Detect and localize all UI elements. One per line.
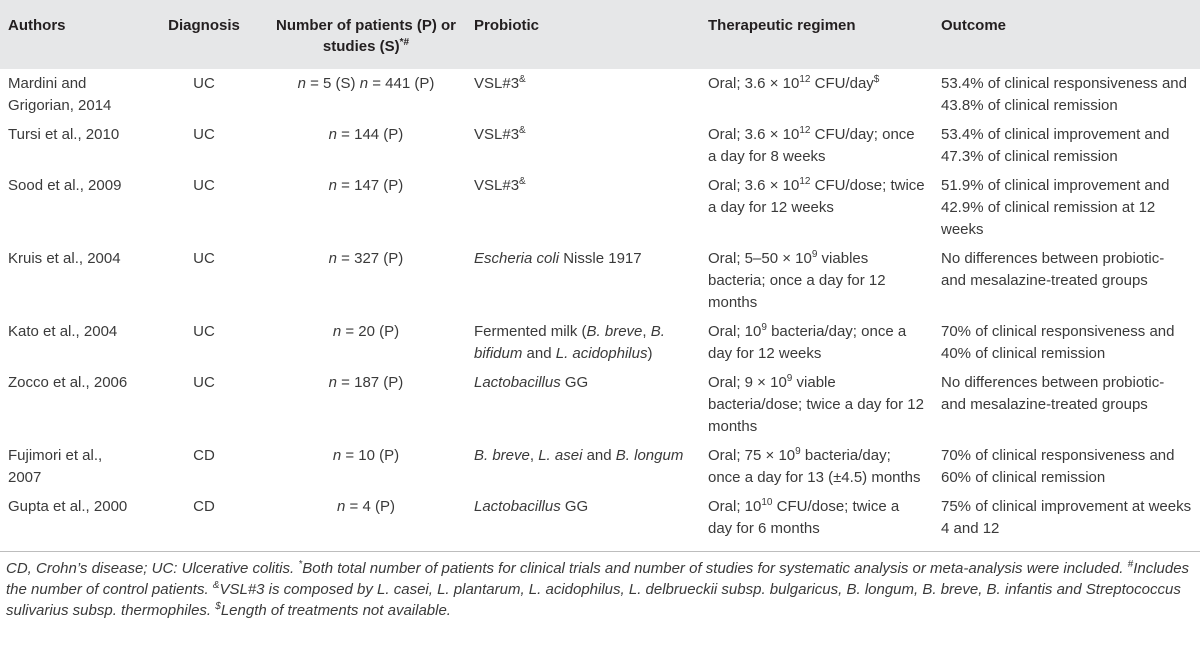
n-value: = 5 (S) (305, 75, 360, 92)
footnote-mark: & (212, 580, 220, 591)
cell-authors: Tursi et al., 2010 (8, 126, 120, 143)
cell-regimen (700, 317, 933, 368)
probiotic-species: B. bifidum (474, 323, 665, 362)
n-value: = 144 (P) (337, 126, 404, 143)
cell-number (266, 171, 466, 244)
n-value: = 10 (P) (341, 447, 400, 464)
regimen-exponent: 12 (799, 125, 811, 136)
cell-number (266, 120, 466, 171)
cell-regimen (700, 492, 933, 543)
n-value: = 327 (P) (337, 250, 404, 267)
footnote-text: Both total number of patients for clinical trials and number of studies for systematic analysis or meta-analysis were included. (302, 560, 1128, 577)
cell-diagnosis: UC (193, 75, 215, 92)
regimen-text: Oral; 10 (708, 498, 762, 515)
regimen-exponent: 9 (761, 322, 767, 333)
table-header (0, 0, 1200, 69)
probiotic-text: VSL#3 (474, 75, 520, 92)
table-row (0, 244, 1200, 317)
probiotic-species: B. longum (615, 447, 684, 464)
cell-probiotic (466, 492, 700, 543)
footnote-text: VSL#3 is composed by L. casei, L. plantarum, L. acidophilus, L. delbrueckii subsp. bulgaricus, B. longum, B. breve, B. infantis and Streptococcus sulivarius subsp. thermophiles. (6, 581, 1181, 619)
n-symbol: n (328, 250, 338, 267)
probiotic-text: Nissle 1917 (559, 250, 642, 267)
regimen-text: Oral; 9 × 10 (708, 374, 787, 391)
n-value: = 20 (P) (341, 323, 400, 340)
n-symbol: n (328, 374, 338, 391)
footnote-mark: # (1127, 559, 1134, 570)
regimen-text: Oral; 10 (708, 323, 762, 340)
regimen-text: bacteria/day; once a day for 13 (±4.5) months (708, 447, 921, 486)
cell-regimen (700, 441, 933, 492)
table-row (0, 317, 1200, 368)
n-symbol: n (332, 323, 342, 340)
cell-authors: Gupta et al., 2000 (8, 498, 128, 515)
regimen-text: CFU/day (810, 75, 874, 92)
cell-number (266, 492, 466, 543)
regimen-text: viable bacteria/dose; twice a day for 12 months (708, 374, 924, 435)
cell-probiotic (466, 441, 700, 492)
cell-authors: Fujimori et al., 2007 (8, 447, 103, 486)
regimen-exponent: 12 (799, 176, 811, 187)
footnote-mark: * (298, 559, 303, 570)
regimen-text: Oral; 75 × 10 (708, 447, 796, 464)
header-row (0, 0, 1200, 69)
cell-outcome: 75% of clinical improvement at weeks 4 and 12 (941, 498, 1192, 537)
cell-authors: Zocco et al., 2006 (8, 374, 128, 391)
probiotic-species: L. asei (538, 447, 583, 464)
cell-number (266, 317, 466, 368)
probiotic-text: GG (560, 498, 589, 515)
probiotic-species: B. breve (474, 447, 530, 464)
cell-diagnosis: UC (193, 250, 215, 267)
cell-outcome: 51.9% of clinical improvement and 42.9% of clinical remission at 12 weeks (941, 177, 1170, 238)
probiotic-text: VSL#3 (474, 177, 520, 194)
cell-probiotic (466, 368, 700, 441)
cell-authors: Kato et al., 2004 (8, 323, 118, 340)
n-symbol: n (332, 447, 342, 464)
cell-diagnosis: UC (193, 177, 215, 194)
cell-outcome: 70% of clinical responsiveness and 40% of clinical remission (941, 323, 1175, 362)
header-number-label: Number of patients (P) or studies (S) (275, 17, 456, 55)
cell-regimen (700, 120, 933, 171)
n-symbol: n (328, 177, 338, 194)
probiotic-species: B. breve (586, 323, 643, 340)
cell-regimen (700, 171, 933, 244)
probiotic-sup: & (519, 176, 526, 187)
cell-authors: Sood et al., 2009 (8, 177, 122, 194)
table-row (0, 441, 1200, 492)
cell-authors: Kruis et al., 2004 (8, 250, 121, 267)
table-footnote (0, 551, 1200, 621)
footnote-text: CD, Crohn’s disease; UC: Ulcerative colitis. (6, 560, 299, 577)
header-diagnosis: Diagnosis (168, 17, 240, 34)
cell-regimen (700, 368, 933, 441)
cell-number (266, 368, 466, 441)
probiotic-text: GG (560, 374, 589, 391)
probiotic-text: VSL#3 (474, 126, 520, 143)
regimen-text: CFU/dose; twice a day for 12 weeks (708, 177, 925, 216)
cell-outcome: 53.4% of clinical improvement and 47.3% of clinical remission (941, 126, 1170, 165)
n-symbol: n (297, 75, 306, 92)
cell-outcome: 53.4% of clinical responsiveness and 43.8% of clinical remission (941, 75, 1187, 114)
n-value: = 4 (P) (345, 498, 395, 515)
probiotic-species: Lactobacillus (474, 498, 561, 515)
regimen-exponent: 9 (795, 446, 801, 457)
cell-diagnosis: CD (193, 498, 215, 515)
header-probiotic: Probiotic (474, 17, 540, 34)
cell-number (266, 69, 466, 120)
regimen-text: Oral; 3.6 × 10 (708, 75, 800, 92)
cell-probiotic (466, 171, 700, 244)
footnote-text: Length of treatments not available. (220, 602, 451, 619)
probiotic-sep: and (522, 345, 556, 362)
cell-diagnosis: UC (193, 374, 215, 391)
probiotic-sep: and (582, 447, 616, 464)
n-value: = 187 (P) (337, 374, 404, 391)
probiotic-sep: , (529, 447, 539, 464)
n-value: = 147 (P) (337, 177, 404, 194)
probiotic-text: Fermented milk ( (474, 323, 587, 340)
regimen-text: Oral; 3.6 × 10 (708, 177, 800, 194)
regimen-exponent: 9 (811, 249, 818, 260)
regimen-exponent: 9 (786, 373, 793, 384)
cell-probiotic (466, 69, 700, 120)
n-symbol: n (337, 498, 346, 515)
cell-authors: Mardini and Grigorian, 2014 (8, 75, 112, 114)
n-symbol: n (359, 75, 369, 92)
probiotic-species: Lactobacillus (474, 374, 561, 391)
probiotic-species: Escheria coli (474, 250, 560, 267)
cell-probiotic (466, 120, 700, 171)
table-row (0, 69, 1200, 120)
cell-outcome: No differences between probiotic- and mesalazine-treated groups (941, 250, 1165, 289)
table-row (0, 368, 1200, 441)
table-body (0, 69, 1200, 543)
regimen-text: Oral; 3.6 × 10 (708, 126, 800, 143)
probiotic-sup: & (519, 74, 526, 85)
cell-probiotic (466, 244, 700, 317)
regimen-exponent: 12 (799, 74, 811, 85)
probiotic-sep: ) (647, 345, 653, 362)
cell-probiotic (466, 317, 700, 368)
footnote-text: Includes the number of control patients. (6, 560, 1190, 598)
cell-diagnosis: UC (193, 323, 215, 340)
regimen-text: bacteria/day; once a day for 12 weeks (708, 323, 907, 362)
n-symbol: n (328, 126, 338, 143)
regimen-sup: $ (873, 74, 880, 85)
probiotic-sup: & (519, 125, 526, 136)
table-row (0, 171, 1200, 244)
cell-regimen (700, 244, 933, 317)
cell-regimen (700, 69, 933, 120)
regimen-text: CFU/day; once a day for 8 weeks (708, 126, 915, 165)
cell-number (266, 441, 466, 492)
regimen-text: CFU/dose; twice a day for 6 months (708, 498, 900, 537)
header-number (266, 0, 466, 69)
probiotic-species: L. acidophilus (555, 345, 648, 362)
regimen-text: Oral; 5–50 × 10 (708, 250, 812, 267)
header-regimen: Therapeutic regimen (708, 17, 856, 34)
cell-diagnosis: CD (193, 447, 215, 464)
cell-outcome: No differences between probiotic- and mesalazine-treated groups (941, 374, 1165, 413)
cell-diagnosis: UC (193, 126, 215, 143)
table-row (0, 492, 1200, 543)
cell-number (266, 244, 466, 317)
n-value: = 441 (P) (368, 75, 435, 92)
header-number-sup: *# (399, 37, 410, 48)
header-authors: Authors (8, 17, 66, 34)
table-row (0, 120, 1200, 171)
regimen-text: viables bacteria; once a day for 12 months (708, 250, 886, 311)
probiotic-sep: , (642, 323, 651, 340)
regimen-exponent: 10 (761, 497, 773, 508)
header-outcome: Outcome (941, 17, 1007, 34)
footnote-mark: $ (215, 601, 221, 612)
cell-outcome: 70% of clinical responsiveness and 60% of clinical remission (941, 447, 1175, 486)
